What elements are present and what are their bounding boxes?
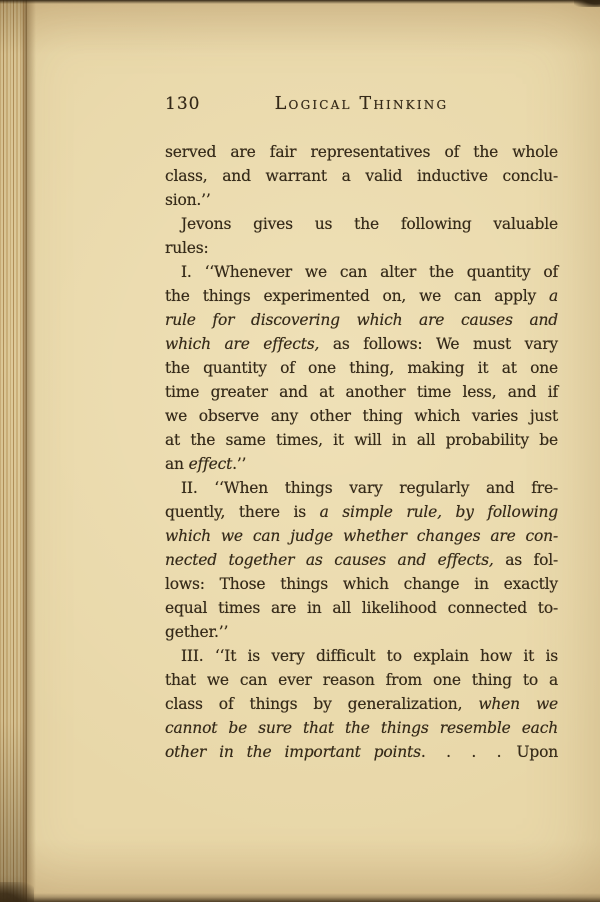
- text-segment: Jevons gives us the following valuable: [181, 215, 558, 233]
- text-segment: we observe any other thing which varies just: [165, 407, 558, 425]
- italic-text-segment: cannot be sure that the things resemble each: [165, 719, 558, 737]
- italic-text-segment: a: [548, 287, 558, 305]
- italic-text-segment: which are effects,: [165, 335, 320, 353]
- text-segment: class, and warrant a valid inductive conclu-: [165, 167, 558, 185]
- text-segment: the quantity of one thing, making it at one: [165, 359, 558, 377]
- text-segment: class of things by generalization,: [165, 695, 479, 713]
- text-segment: lows: Those things which change in exactly: [165, 575, 558, 593]
- text-line: [165, 356, 558, 380]
- text-segment: the things experimented on, we can apply: [165, 287, 549, 305]
- text-line: [165, 500, 558, 524]
- text-segment: equal times are in all likelihood connected to-: [165, 599, 558, 617]
- text-line: [165, 452, 558, 476]
- text-line: [165, 284, 558, 308]
- text-segment: that we can ever reason from one thing to a: [165, 671, 558, 689]
- scan-edge-top: [0, 0, 600, 4]
- text-line: [165, 308, 558, 332]
- text-segment: rules:: [165, 239, 209, 257]
- italic-text-segment: a simple rule, by following: [319, 503, 558, 521]
- text-line: [165, 212, 558, 236]
- running-head: [165, 92, 558, 116]
- text-segment: time greater and at another time less, and if: [165, 383, 558, 401]
- text-line: [165, 716, 558, 740]
- italic-text-segment: effect: [188, 455, 233, 473]
- text-line: [165, 644, 558, 668]
- text-segment: sion.’’: [165, 191, 211, 209]
- text-line: [165, 404, 558, 428]
- text-line: [165, 188, 558, 212]
- page-number: 130: [165, 94, 201, 114]
- italic-text-segment: which we can judge whether changes are con-: [165, 527, 558, 545]
- text-segment: quently, there is: [165, 503, 320, 521]
- body-text: [165, 140, 558, 764]
- text-line: [165, 332, 558, 356]
- text-line: [165, 140, 558, 164]
- text-line: [165, 668, 558, 692]
- text-line: [165, 260, 558, 284]
- book-page-edges: [0, 0, 27, 902]
- text-segment: an: [165, 455, 189, 473]
- text-segment: served are fair representatives of the whole: [165, 143, 558, 161]
- text-segment: at the same times, it will in all probability be: [165, 431, 558, 449]
- page-gutter-shadow: [27, 0, 36, 902]
- text-line: [165, 236, 558, 260]
- text-line: [165, 740, 558, 764]
- scan-edge-bottom: [0, 893, 600, 902]
- text-line: [165, 476, 558, 500]
- text-segment: as follows: We must vary: [319, 335, 558, 353]
- text-segment: III. ‘‘It is very difficult to explain how it is: [181, 647, 558, 665]
- text-segment: gether.’’: [165, 623, 229, 641]
- text-segment: . . . . Upon: [420, 743, 559, 761]
- text-line: [165, 596, 558, 620]
- text-line: [165, 428, 558, 452]
- scan-corner-top-right: [574, 0, 600, 7]
- text-line: [165, 164, 558, 188]
- italic-text-segment: other in the important points: [165, 743, 421, 761]
- text-segment: II. ‘‘When things vary regularly and fre-: [181, 479, 558, 497]
- scan-corner-bottom-left: [0, 882, 34, 902]
- text-segment: .’’: [232, 455, 247, 473]
- running-title: Logical Thinking: [274, 94, 449, 114]
- italic-text-segment: nected together as causes and effects,: [165, 551, 494, 569]
- text-line: [165, 380, 558, 404]
- italic-text-segment: rule for discovering which are causes and: [165, 311, 558, 329]
- text-segment: I. ‘‘Whenever we can alter the quantity of: [181, 263, 558, 281]
- text-segment: as fol-: [493, 551, 558, 569]
- italic-text-segment: when we: [478, 695, 558, 713]
- text-line: [165, 524, 558, 548]
- text-line: [165, 692, 558, 716]
- text-line: [165, 572, 558, 596]
- text-line: [165, 620, 558, 644]
- text-line: [165, 548, 558, 572]
